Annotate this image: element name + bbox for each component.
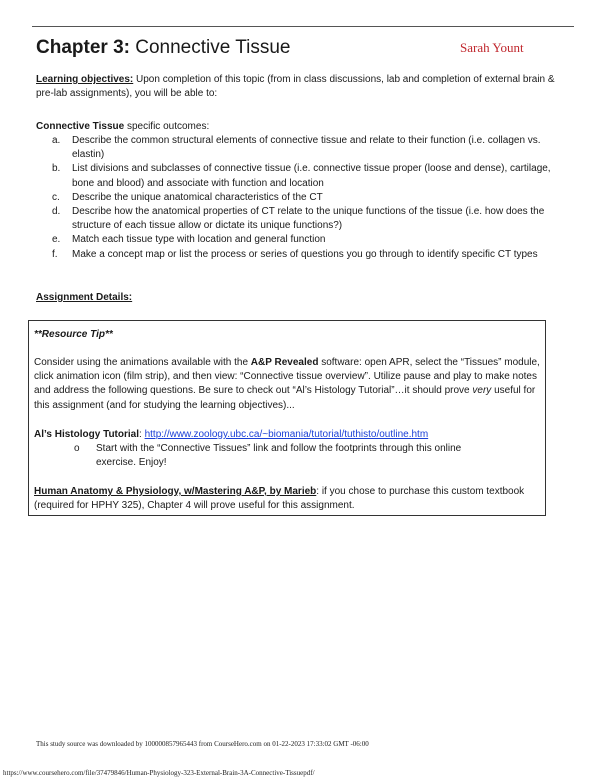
learning-objectives-label: Learning objectives: [36,74,134,85]
resource-tip-box [28,320,546,516]
list-item-letter: f. [52,248,58,260]
list-item [52,134,557,162]
chapter-topic: Connective Tissue [129,37,291,58]
tutorial-colon: : [139,429,145,440]
list-item [52,162,557,190]
tutorial-line [34,428,542,442]
learning-objectives-text: Upon completion of this topic (from in class discussions, lab and completion of external brain & pre-lab assignments), you will be able to: [36,74,555,100]
tutorial-label: Al’s Histology Tutorial [34,429,140,440]
tip-text-2: software: open APR, select the “Tissues” module, click animation icon (film strip), and then view: “Connective tissue overview”. Utilize pause and play to make notes and address the following questions. Be sure to check out “Al’s Histology Tutorial”…it should prove [34,357,540,397]
bullet-circle-icon: o [74,443,80,454]
author-name: Sarah Yount [460,40,524,55]
list-item-text: Describe the unique anatomical characteristics of the CT [72,191,323,203]
list-item-letter: d. [52,206,61,218]
resource-tip-paragraph [34,356,542,413]
list-item-text: List divisions and subclasses of connective tissue (i.e. connective tissue proper (loose and dense), cartilage, bone and blood) and associate with function and location [72,163,551,189]
title-row [36,36,571,62]
tutorial-link[interactable]: http://www.zoology.ubc.ca/~biomania/tutorial/tuthisto/outline.htm [144,429,429,440]
textbook-note [34,485,542,513]
top-divider [32,26,574,27]
connective-tissue-label: Connective Tissue [36,121,125,132]
list-item-letter: c. [52,191,60,203]
list-item [52,191,557,205]
tip-software-name: A&P Revealed [250,357,319,368]
resource-tip-title: **Resource Tip** [34,329,113,340]
tip-text-3: useful for this assignment (and for studying the learning objectives)... [34,385,536,411]
list-item-text: Describe the common structural elements of connective tissue and relate to their function (i.e. collagen vs. elastin) [72,135,541,161]
list-item-letter: e. [52,234,61,246]
outcomes-list [52,134,557,262]
connective-tissue-heading [36,120,566,134]
learning-objectives-paragraph [36,73,566,101]
list-item [52,248,557,262]
list-item-letter: a. [52,135,61,146]
textbook-text: : if you chose to purchase this custom textbook (required for HPHY 325), Chapter 4 will prove useful for this assignment. [34,486,525,512]
connective-tissue-suffix: specific outcomes: [124,121,210,132]
chapter-label: Chapter 3: [36,37,130,58]
list-item-text: Describe how the anatomical properties of CT relate to the unique functions of the tissue (i.e. how does the structure of each tissue allow or dictate its unique functions?) [72,206,545,232]
source-url[interactable]: https://www.coursehero.com/file/37479846/Human-Physiology-323-External-Brain-3A-Connective-Tissuepdf/ [3,769,315,777]
tip-text-1: Consider using the animations available with the [34,357,251,368]
page-title [36,36,291,60]
download-note: This study source was downloaded by 100000857965443 from CourseHero.com on 01-22-2023 17:33:02 GMT -06:00 [36,740,369,748]
tip-emphasis: very [472,385,492,397]
list-item [52,205,557,233]
bullet-text: Start with the “Connective Tissues” link and follow the footprints through this online exercise. Enjoy! [96,443,462,469]
list-item-text: Make a concept map or list the process or series of questions you go through to identify specific CT types [72,248,538,260]
textbook-title: Human Anatomy & Physiology, w/Mastering A&P, by Marieb [34,486,317,497]
assignment-details-heading: Assignment Details: [36,292,133,303]
list-item-text: Match each tissue type with location and general function [72,234,326,246]
list-item-letter: b. [52,163,61,175]
list-item [52,233,557,247]
